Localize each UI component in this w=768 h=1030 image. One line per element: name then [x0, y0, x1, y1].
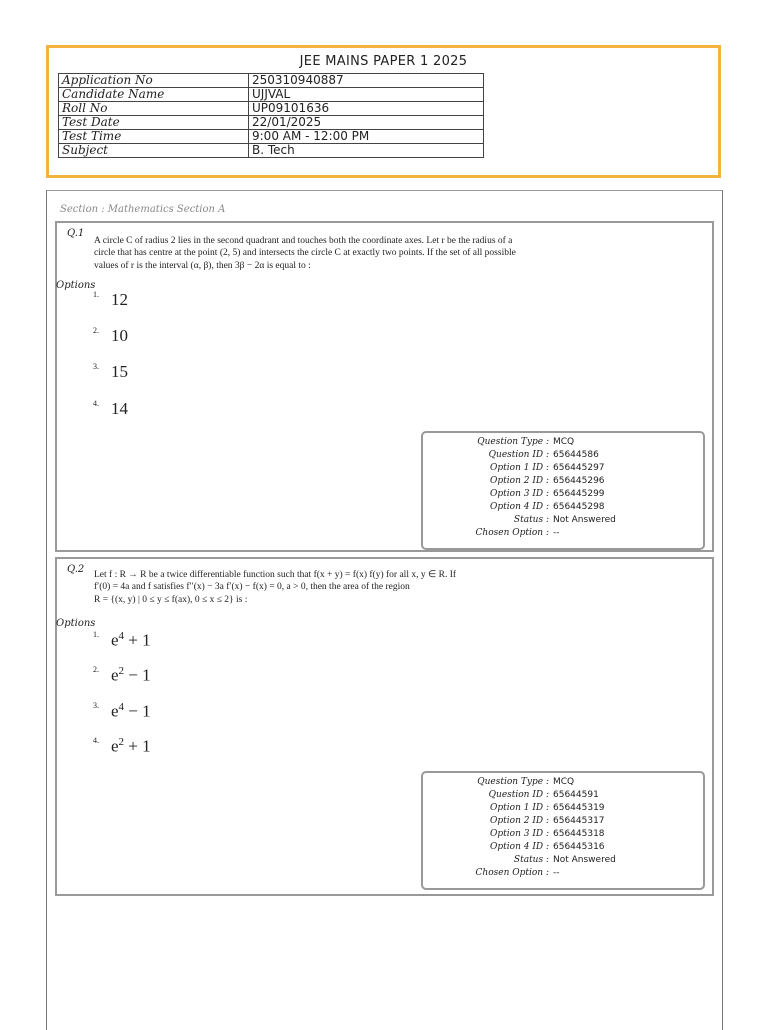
meta-row — [423, 842, 703, 855]
meta-row — [423, 450, 703, 463]
table-row — [59, 144, 484, 158]
meta-value: 65644586 — [553, 450, 599, 460]
application-no-label: Application No — [59, 74, 249, 88]
question-text — [94, 569, 574, 606]
roll-no-label: Roll No — [59, 102, 249, 116]
candidate-name-label: Candidate Name — [59, 88, 249, 102]
table-row — [59, 88, 484, 102]
roll-no-value: UP09101636 — [249, 102, 484, 116]
meta-row — [423, 816, 703, 829]
meta-value: 656445297 — [553, 463, 605, 473]
meta-key: Question Type : — [477, 437, 549, 447]
meta-key: Option 1 ID : — [490, 463, 549, 473]
candidate-header — [46, 45, 721, 178]
meta-row — [423, 777, 703, 790]
question-text-line: R = {(x, y) | 0 ≤ y ≤ f(ax), 0 ≤ x ≤ 2} is : — [94, 594, 248, 605]
question-text-line: Let f : R → R be a twice differentiable function such that f(x + y) = f(x) f(y) for all x, y ∈ R. If — [94, 570, 457, 580]
options-label: Options — [56, 618, 96, 629]
question-card-2 — [55, 557, 714, 896]
option-number: 3. — [93, 701, 99, 710]
meta-value: 656445319 — [553, 803, 605, 813]
option-value: 15 — [111, 362, 128, 381]
meta-key: Question ID : — [488, 790, 549, 800]
meta-row — [423, 829, 703, 842]
meta-row — [423, 868, 703, 881]
meta-key: Option 2 ID : — [490, 476, 549, 486]
meta-row — [423, 476, 703, 489]
option-number: 2. — [93, 326, 99, 335]
test-time-value: 9:00 AM - 12:00 PM — [249, 130, 484, 144]
option-number: 4. — [93, 736, 99, 745]
meta-key: Question ID : — [488, 450, 549, 460]
meta-value: Not Answered — [553, 855, 616, 865]
option-value: $e^4 + 1$ — [111, 630, 151, 650]
table-row — [59, 74, 484, 88]
meta-value: Not Answered — [553, 515, 616, 525]
option-number: 1. — [93, 290, 99, 299]
meta-key: Chosen Option : — [475, 528, 549, 538]
meta-row — [423, 489, 703, 502]
test-date-value: 22/01/2025 — [249, 116, 484, 130]
application-no-value: 250310940887 — [249, 74, 484, 88]
option-value: 10 — [111, 326, 128, 345]
table-row — [59, 116, 484, 130]
question-text-line: f′(0) = 4a and f satisfies f′′(x) − 3a f′(x) − f(x) = 0, a > 0, then the area of the region — [94, 582, 410, 593]
option-number: 2. — [93, 665, 99, 674]
meta-row — [423, 515, 703, 528]
meta-key: Question Type : — [477, 777, 549, 787]
meta-row — [423, 528, 703, 541]
option-value: $e^2 - 1$ — [111, 665, 151, 685]
question-number: Q.2 — [67, 564, 85, 575]
candidate-details-table — [58, 73, 484, 158]
question-card-1 — [55, 221, 714, 552]
meta-value: 656445298 — [553, 502, 605, 512]
table-row — [59, 130, 484, 144]
meta-key: Option 3 ID : — [490, 829, 549, 839]
meta-row — [423, 463, 703, 476]
meta-row — [423, 790, 703, 803]
option-value: $e^2 + 1$ — [111, 736, 151, 756]
meta-row — [423, 437, 703, 450]
meta-key: Option 1 ID : — [490, 803, 549, 813]
meta-row — [423, 855, 703, 868]
meta-value: 656445316 — [553, 842, 605, 852]
option-number: 1. — [93, 630, 99, 639]
option-value: 14 — [111, 399, 128, 418]
meta-value: 656445317 — [553, 816, 605, 826]
question-meta-box — [421, 431, 705, 550]
meta-key: Status : — [513, 515, 549, 525]
meta-key: Option 2 ID : — [490, 816, 549, 826]
question-text: A circle C of radius 2 lies in the second quadrant and touches both the coordinate axes. Let r be the radius of a circle that has centre at the point (2, 5) and intersects the circle C at exactly two points. If the set of all possible values of r is the interval (α, β), then 3β − 2α is equal to : — [94, 236, 516, 271]
table-row — [59, 102, 484, 116]
section-title: Section : Mathematics Section A — [60, 204, 226, 215]
option-number: 3. — [93, 362, 99, 371]
meta-value: 656445299 — [553, 489, 605, 499]
meta-key: Option 4 ID : — [490, 502, 549, 512]
meta-value: 65644591 — [553, 790, 599, 800]
meta-key: Option 4 ID : — [490, 842, 549, 852]
exam-title: JEE MAINS PAPER 1 2025 — [299, 54, 468, 69]
subject-label: Subject — [59, 144, 249, 158]
meta-value: -- — [553, 868, 560, 878]
meta-key: Chosen Option : — [475, 868, 549, 878]
meta-key: Option 3 ID : — [490, 489, 549, 499]
question-meta-box — [421, 771, 705, 890]
option-value: 12 — [111, 290, 128, 309]
candidate-name-value: UJJVAL — [249, 88, 484, 102]
test-date-label: Test Date — [59, 116, 249, 130]
options-label: Options — [56, 280, 96, 291]
option-value: $e^4 - 1$ — [111, 701, 151, 721]
meta-key: Status : — [513, 855, 549, 865]
meta-row — [423, 803, 703, 816]
option-number: 4. — [93, 399, 99, 408]
meta-value: MCQ — [553, 437, 575, 447]
subject-value: B. Tech — [249, 144, 484, 158]
test-time-label: Test Time — [59, 130, 249, 144]
meta-value: -- — [553, 528, 560, 538]
meta-value: MCQ — [553, 777, 575, 787]
meta-value: 656445318 — [553, 829, 605, 839]
meta-row — [423, 502, 703, 515]
meta-value: 656445296 — [553, 476, 605, 486]
question-number: Q.1 — [67, 228, 85, 239]
